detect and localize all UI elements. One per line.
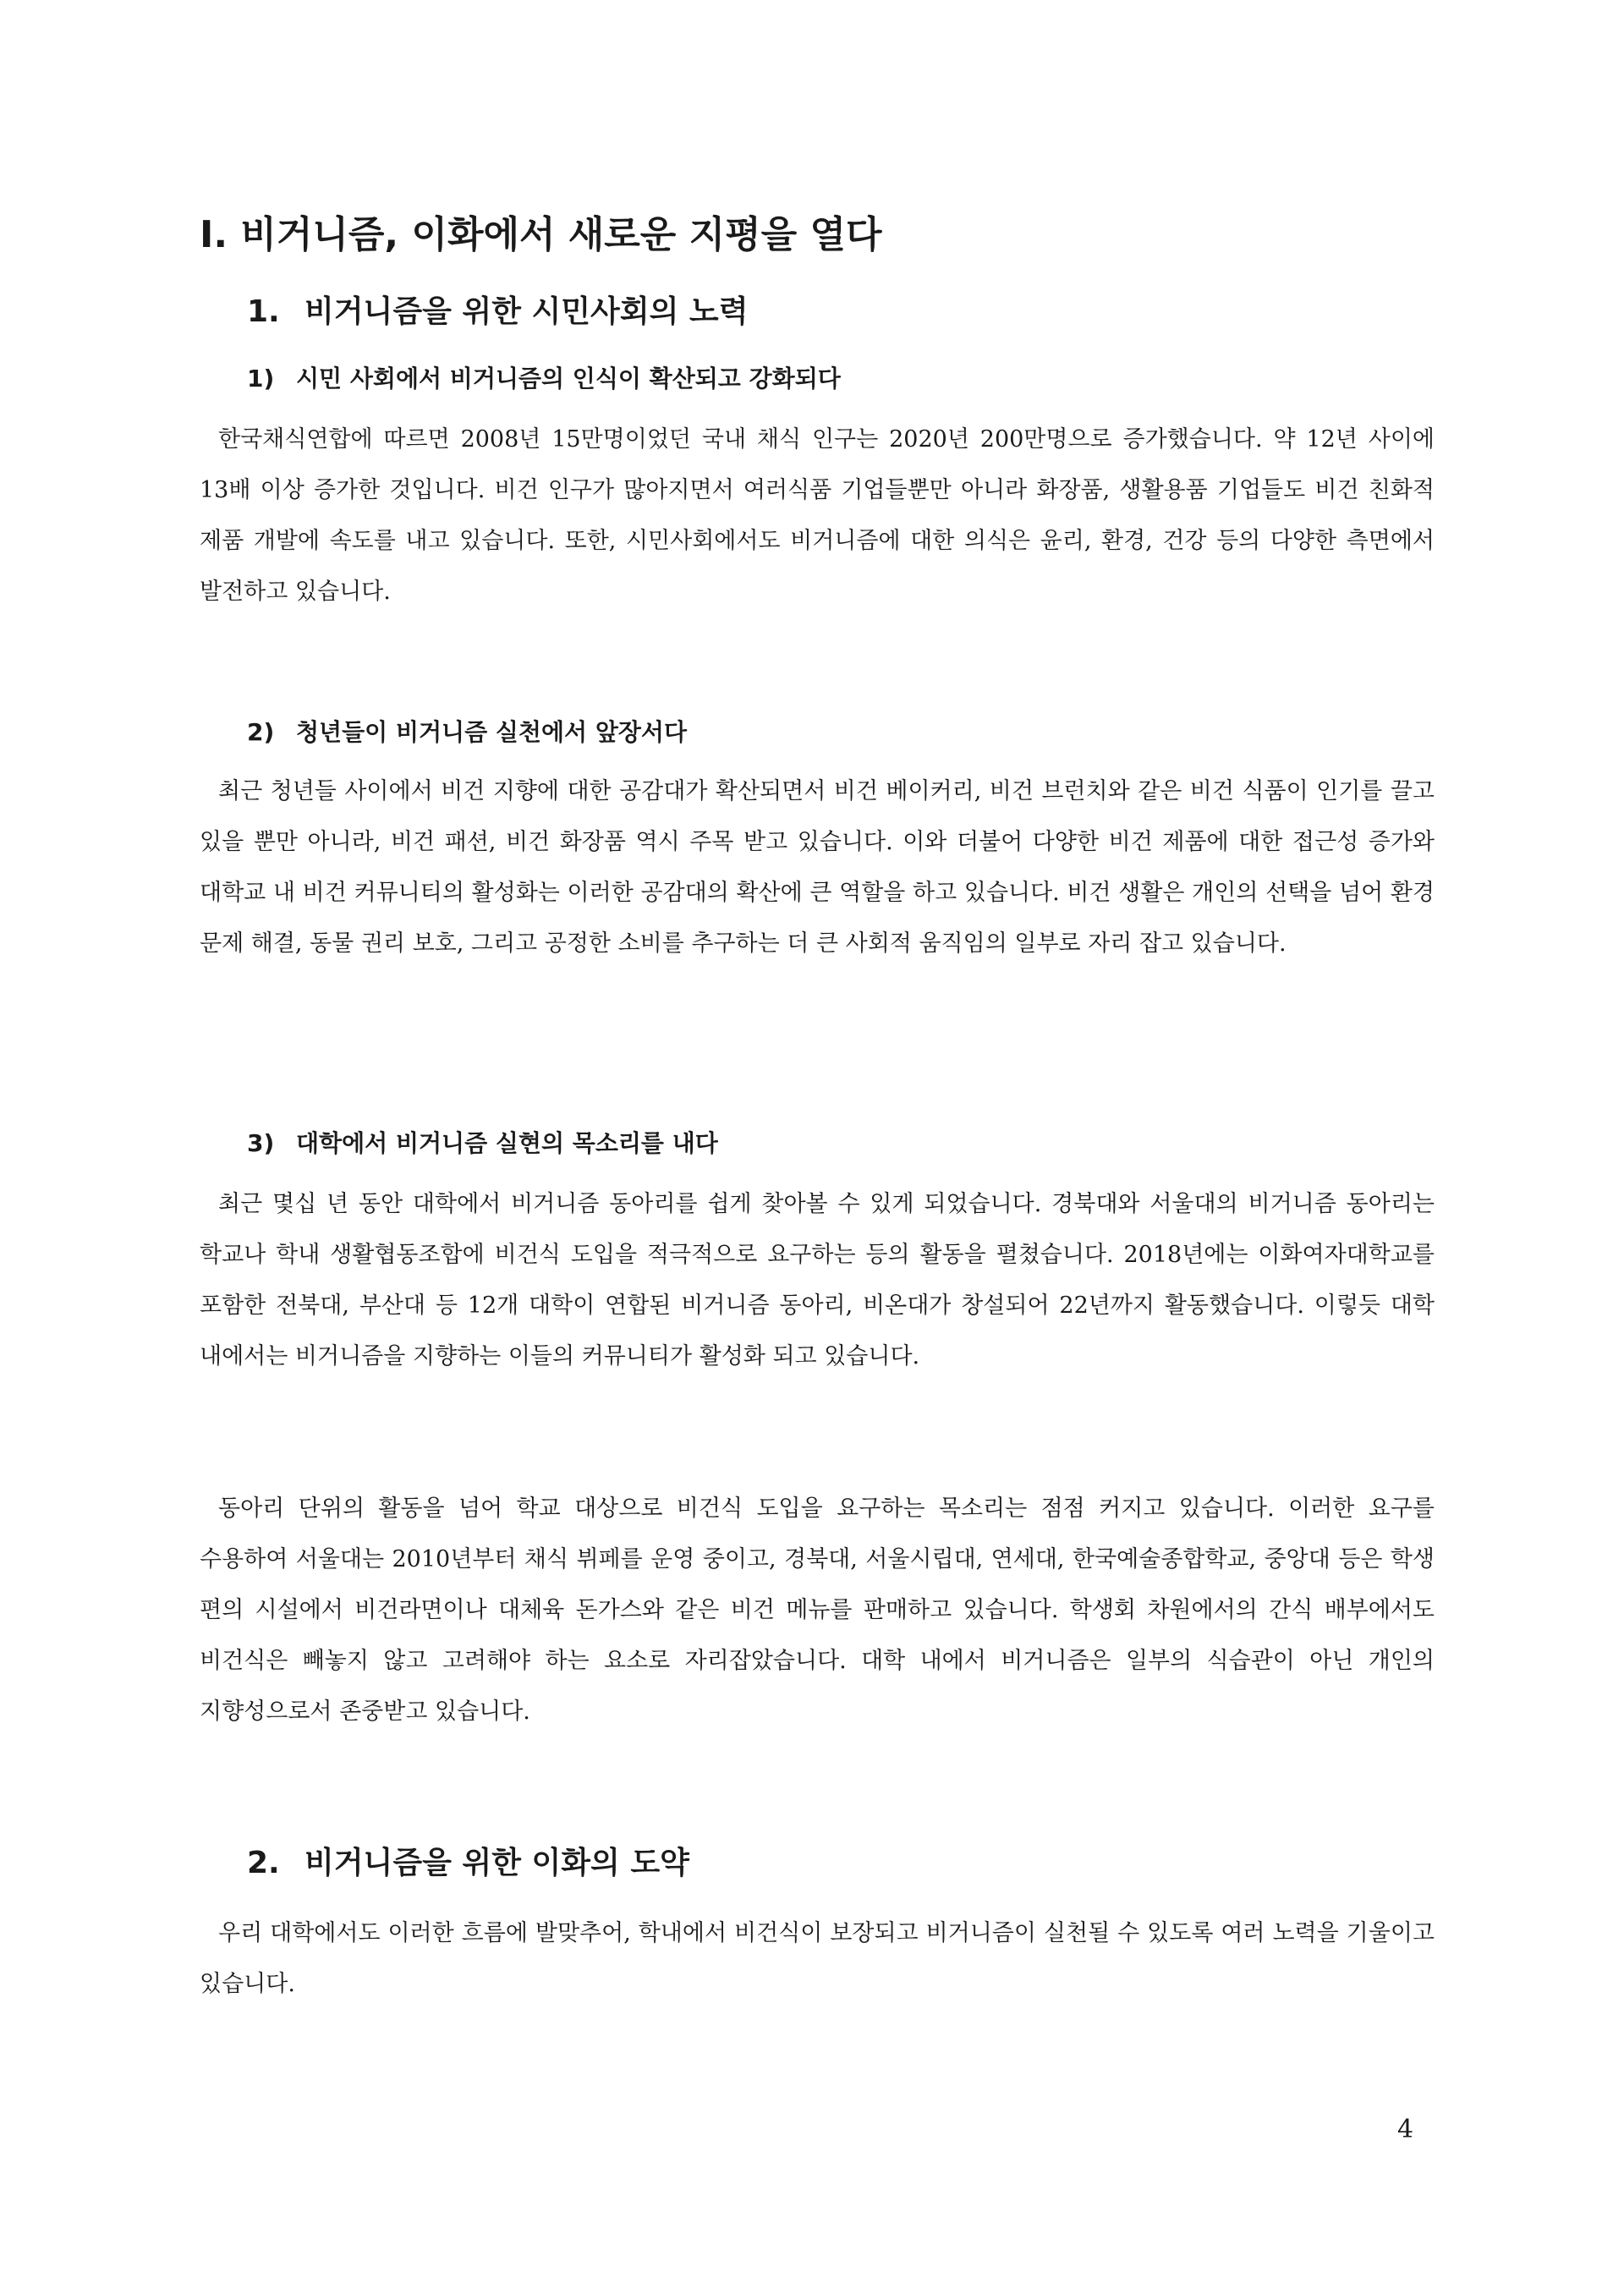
subsection-number: 2. [247, 1846, 280, 1880]
paragraph: 한국채식연합에 따르면 2008년 15만명이었던 국내 채식 인구는 2020년 200만명으로 증가했습니다. 약 12년 사이에 13배 이상 증가한 것입니다. 비건 인구가 많아지면서 여러식품 기업들뿐만 아니라 화장품, 생활용품 기업들도 비건 친화적 제품 개발에 속도를 내고 있습니다. 또한, 시민사회에서도 비거니즘에 대한 의식은 윤리, 환경, 건강 등의 다양한 측면에서 발전하고 있습니다. [200, 426, 1435, 605]
subsection-title: 비거니즘을 위한 이화의 도약 [304, 1846, 689, 1880]
paragraph: 최근 몇십 년 동안 대학에서 비거니즘 동아리를 쉽게 찾아볼 수 있게 되었습니다. 경북대와 서울대의 비거니즘 동아리는 학교나 학내 생활협동조합에 비건식 도입을 적극적으로 요구하는 등의 활동을 펼쳤습니다. 2018년에는 이화여자대학교를 포함한 전북대, 부산대 등 12개 대학이 연합된 비거니즘 동아리, 비온대가 창설되어 22년까지 활동했습니다. 이렇듯 대학 내에서는 비거니즘을 지향하는 이들의 커뮤니티가 활성화 되고 있습니다. [200, 1191, 1435, 1369]
section-title: I. 비거니즘, 이화에서 새로운 지평을 열다 [200, 213, 882, 256]
item-number: 3) [247, 1129, 275, 1157]
item-title: 시민 사회에서 비거니즘의 인식이 확산되고 강화되다 [296, 365, 841, 392]
subsection-title: 비거니즘을 위한 시민사회의 노력 [304, 294, 749, 329]
item-title: 대학에서 비거니즘 실현의 목소리를 내다 [296, 1129, 718, 1157]
item-number: 1) [247, 365, 275, 392]
item-title: 청년들이 비거니즘 실천에서 앞장서다 [296, 718, 688, 746]
item-heading-1-3 [247, 1127, 718, 1161]
item-number: 2) [247, 718, 275, 746]
item-heading-1-1 [247, 362, 841, 396]
paragraph: 최근 청년들 사이에서 비건 지향에 대한 공감대가 확산되면서 비건 베이커리, 비건 브런치와 같은 비건 식품이 인기를 끌고 있을 뿐만 아니라, 비건 패션, 비건 화장품 역시 주목 받고 있습니다. 이와 더불어 다양한 비건 제품에 대한 접근성 증가와 대학교 내 비건 커뮤니티의 활성화는 이러한 공감대의 확산에 큰 역할을 하고 있습니다. 비건 생활은 개인의 선택을 넘어 환경 문제 해결, 동물 권리 보호, 그리고 공정한 소비를 추구하는 더 큰 사회적 움직임의 일부로 자리 잡고 있습니다. [200, 778, 1435, 957]
subsection-heading-1 [247, 291, 748, 333]
item-heading-1-2 [247, 716, 687, 749]
paragraph: 우리 대학에서도 이러한 흐름에 발맞추어, 학내에서 비건식이 보장되고 비거니즘이 실천될 수 있도록 여러 노력을 기울이고 있습니다. [200, 1920, 1435, 1997]
page-number: 4 [1397, 2115, 1414, 2144]
subsection-number: 1. [247, 294, 280, 329]
subsection-heading-2 [247, 1842, 689, 1885]
document-page [200, 0, 1435, 2294]
paragraph: 동아리 단위의 활동을 넘어 학교 대상으로 비건식 도입을 요구하는 목소리는 점점 커지고 있습니다. 이러한 요구를 수용하여 서울대는 2010년부터 채식 뷔페를 운영 중이고, 경북대, 서울시립대, 연세대, 한국예술종합학교, 중앙대 등은 학생 편의 시설에서 비건라면이나 대체육 돈가스와 같은 비건 메뉴를 판매하고 있습니다. 학생회 차원에서의 간식 배부에서도 비건식은 빼놓지 않고 고려해야 하는 요소로 자리잡았습니다. 대학 내에서 비거니즘은 일부의 식습관이 아닌 개인의 지향성으로서 존중받고 있습니다. [200, 1495, 1435, 1725]
